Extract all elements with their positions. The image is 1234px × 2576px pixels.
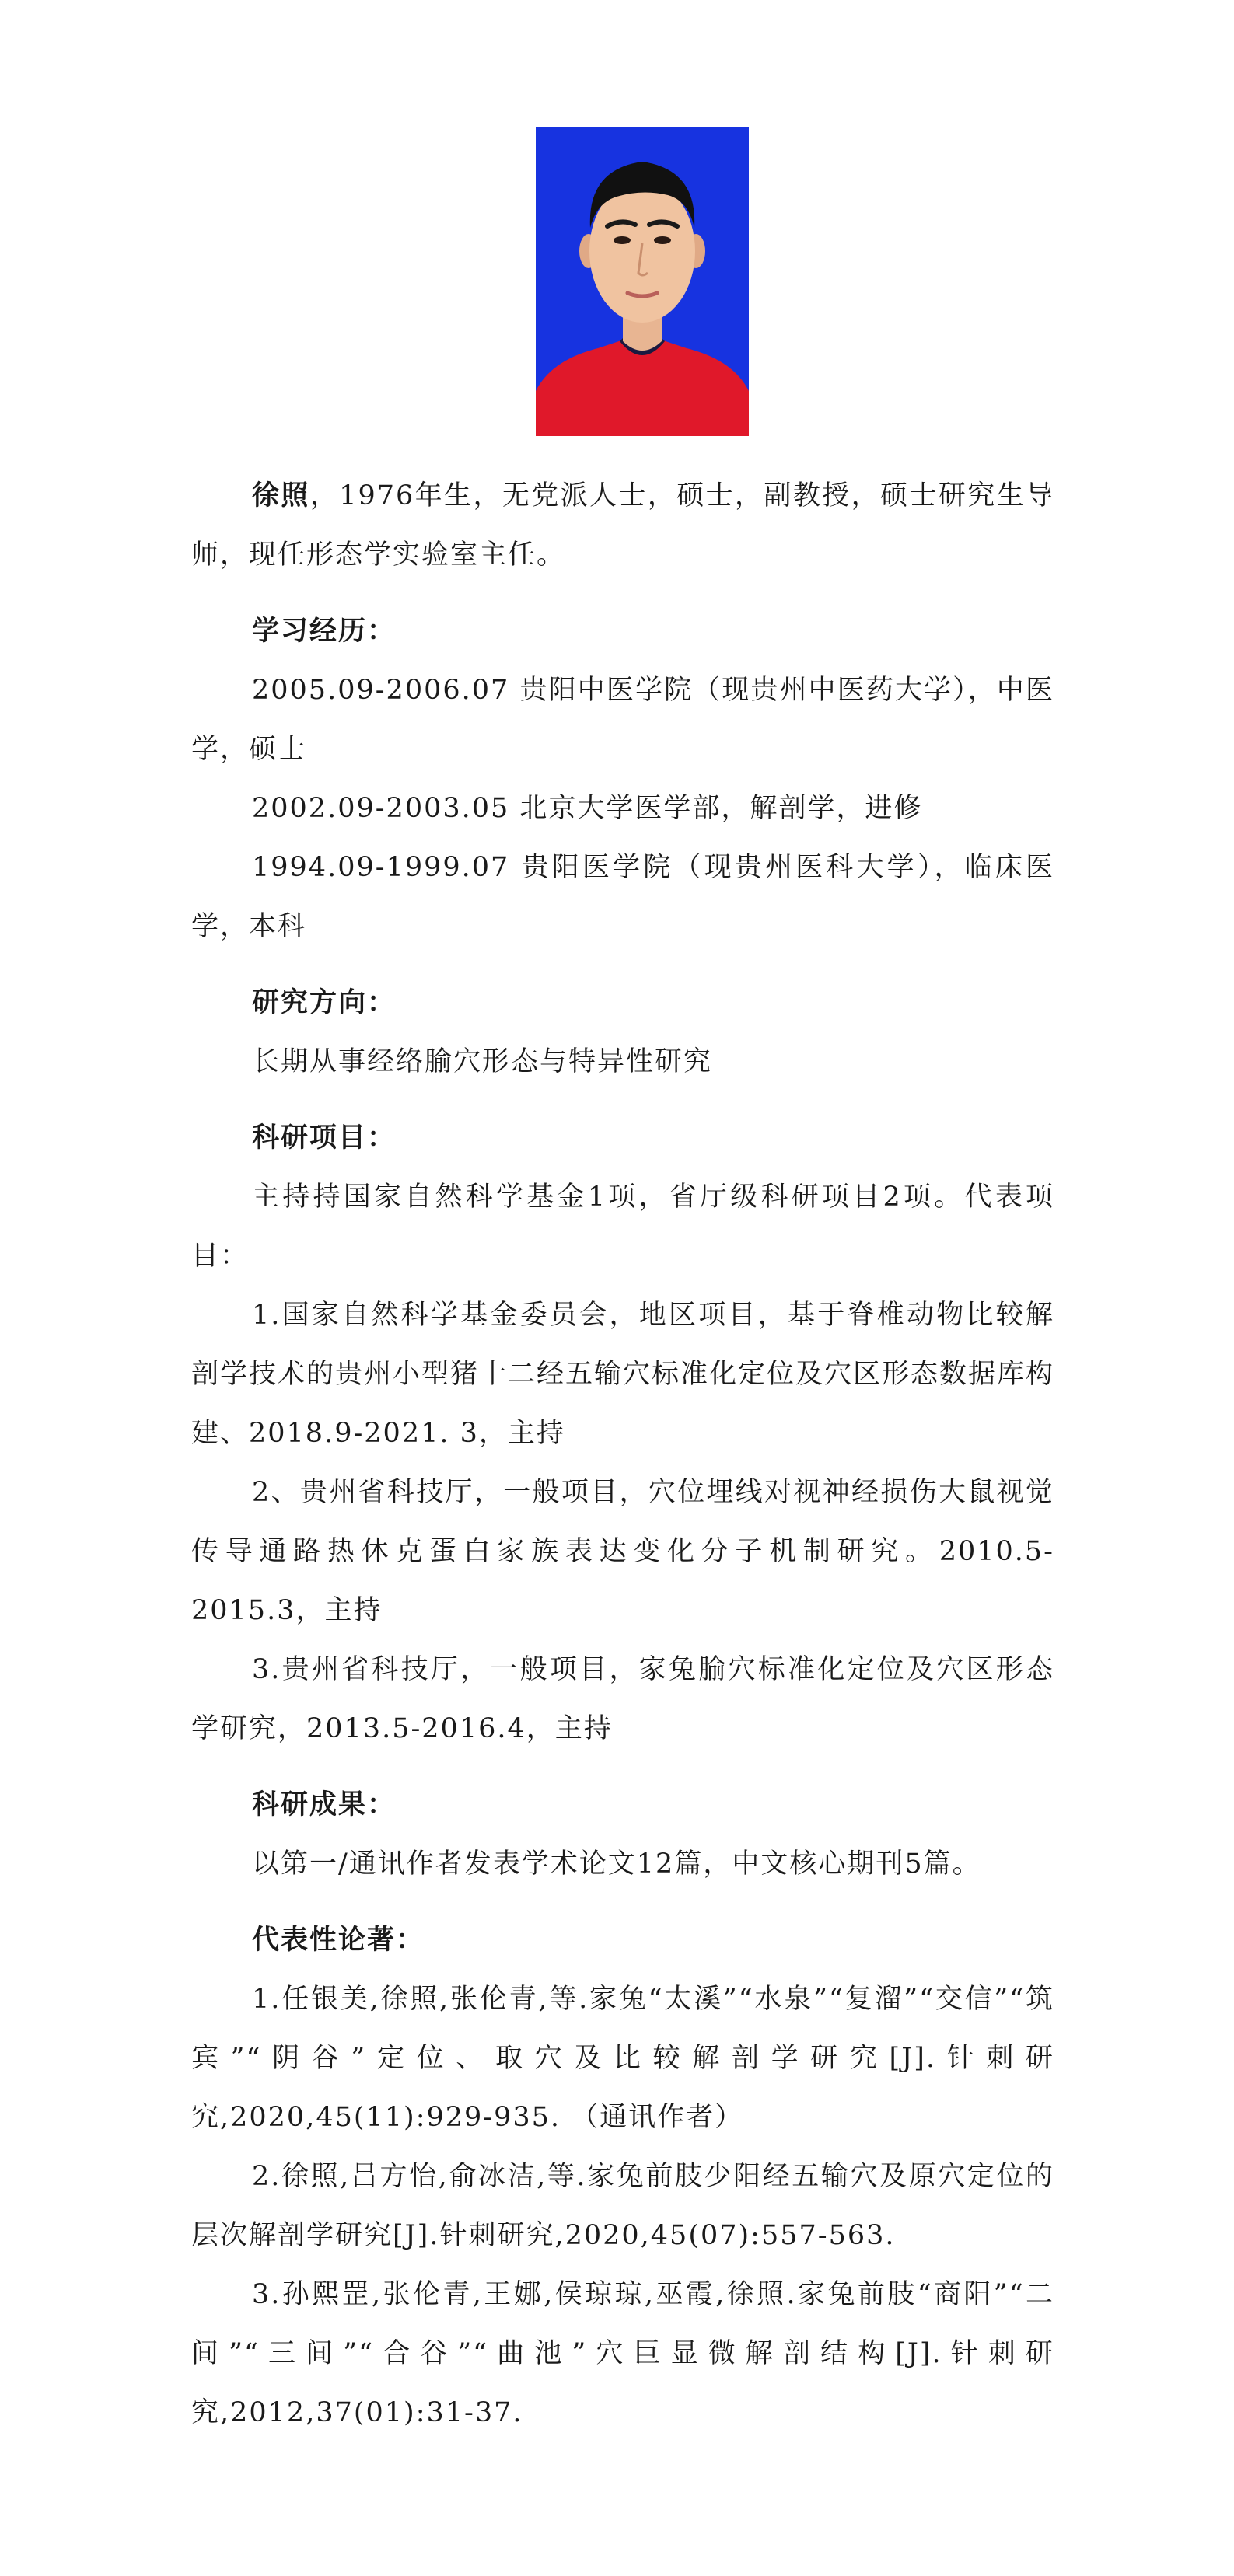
projects-summary: 主持持国家自然科学基金1项，省厅级科研项目2项。代表项目：: [191, 1182, 1054, 1272]
intro-paragraph: [191, 466, 1054, 585]
profile-content: [191, 466, 1054, 2442]
project-item: 3.贵州省科技厅，一般项目，家兔腧穴标准化定位及穴区形态学研究，2013.5-2016.4，主持: [191, 1654, 1054, 1744]
intro-text: ，1976年生，无党派人士，硕士，副教授，硕士研究生导师，现任形态学实验室主任。: [191, 480, 1054, 571]
research-direction-text: 长期从事经络腧穴形态与特异性研究: [252, 1046, 713, 1077]
projects-heading: 科研项目：: [252, 1122, 397, 1154]
achievements-heading: 科研成果：: [252, 1789, 397, 1820]
publications-heading: 代表性论著：: [252, 1924, 425, 1956]
publication-item: 3.孙熙罡,张伦青,王娜,侯琼琼,巫霞,徐照.家兔前肢“商阳”“二间”“三间”“合谷”“曲池”穴巨显微解剖结构[J].针刺研究,2012,37(01):31-37.: [191, 2279, 1054, 2428]
project-item: 2、贵州省科技厅，一般项目，穴位埋线对视神经损伤大鼠视觉传导通路热休克蛋白家族表达变化分子机制研究。2010.5-2015.3，主持: [191, 1477, 1054, 1626]
education-item: 1994.09-1999.07 贵阳医学院（现贵州医科大学），临床医学，本科: [191, 852, 1054, 942]
person-portrait-image: [536, 127, 749, 436]
publication-item: 2.徐照,吕方怡,俞冰洁,等.家兔前肢少阳经五输穴及原穴定位的层次解剖学研究[J].针刺研究,2020,45(07):557-563.: [191, 2161, 1054, 2251]
education-item: 2005.09-2006.07 贵阳中医学院（现贵州中医药大学），中医学，硕士: [191, 675, 1054, 765]
research-direction-heading: 研究方向：: [252, 986, 397, 1018]
person-name: 徐照: [252, 480, 310, 511]
achievements-text: 以第一/通讯作者发表学术论文12篇，中文核心期刊5篇。: [252, 1848, 981, 1880]
publication-item: 1.任银美,徐照,张伦青,等.家兔“太溪”“水泉”“复溜”“交信”“筑宾”“阴谷”定位、取穴及比较解剖学研究[J].针刺研究,2020,45(11):929-935. （通讯作者）: [191, 1984, 1054, 2133]
project-item: 1.国家自然科学基金委员会，地区项目，基于脊椎动物比较解剖学技术的贵州小型猪十二经五输穴标准化定位及穴区形态数据库构建、2018.9-2021. 3，主持: [191, 1300, 1055, 1449]
education-heading: 学习经历：: [252, 615, 397, 647]
education-item: 2002.09-2003.05 北京大学医学部，解剖学，进修: [252, 793, 923, 824]
portrait-photo: [536, 127, 749, 436]
